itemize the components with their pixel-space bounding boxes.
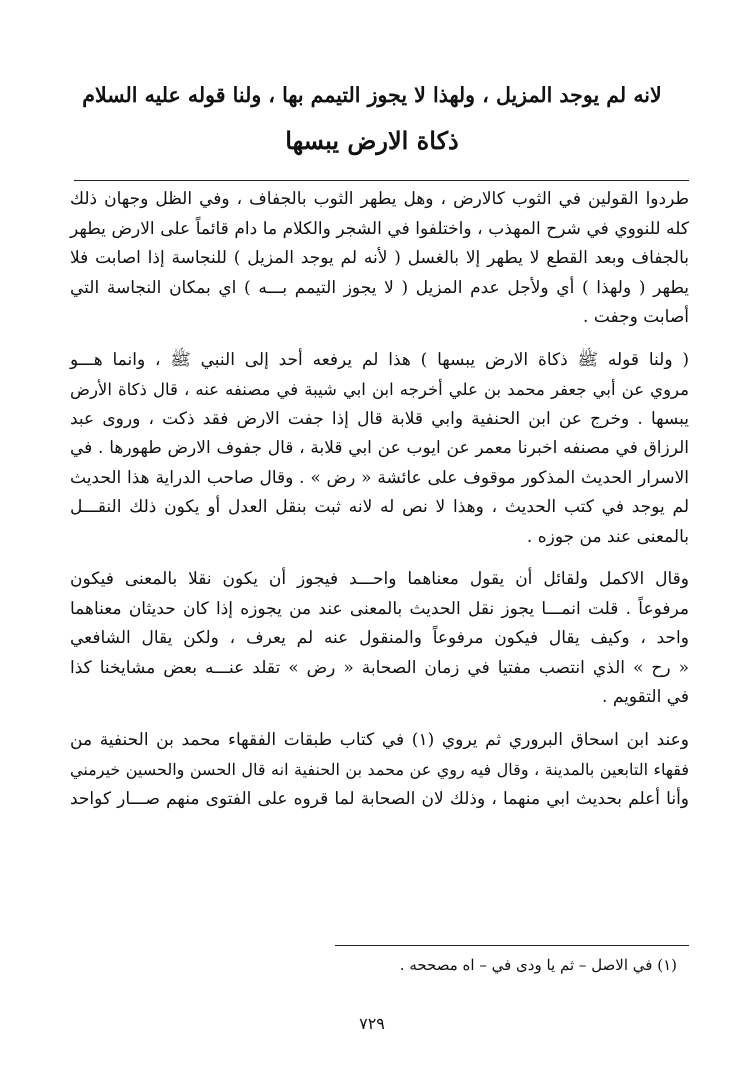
- text-line: يطهر ( ولهذا ) أي ولأجل عدم المزيل ( لا يجوز التيمم بـــه ) اي بمكان النجاسة التي: [70, 277, 689, 298]
- text-line: فقهاء التابعين بالمدينة ، وقال فيه روي عن محمد بن الحنفية انه قال الحسن والحسين خيرمني: [70, 760, 689, 779]
- text-line: وقال الاكمل ولقائل أن يقول معناهما واحـــد فيجوز أن يكون نقلا بالمعنى فيكون: [70, 569, 689, 589]
- text-line: بالجفاف وبعد القطع لا يطهر إلا بالغسل ( لأنه لم يوجد المزيل ) للنجاسة إذا اصابت فلا: [70, 248, 689, 268]
- text-line: بالمعنى عند من جوزه .: [526, 526, 689, 547]
- page-number: ٧٢٩: [359, 1014, 385, 1033]
- header-line-1: لانه لم يوجد المزيل ، ولهذا لا يجوز التيمم بها ، ولنا قوله عليه السلام: [82, 83, 662, 107]
- text-line: وأنا أعلم بحديث ابي منهما ، وذلك لان الصحابة لما قروه على الفتوى منهم صـــار كواحد: [70, 788, 689, 809]
- footnote-divider: [335, 945, 689, 946]
- paragraph-2: [70, 346, 689, 553]
- paragraph-1: [70, 185, 689, 333]
- footnote: (١) في الاصل – ثم يا ودى في – اه مصححه .: [399, 956, 677, 974]
- header-divider: [74, 180, 689, 181]
- text-line: الاسرار الحديث المذكور موقوف على عائشة « رض » . وقال صاحب الدراية هذا الحديث: [70, 467, 689, 488]
- text-line: كله للنووي في شرح المهذب ، واختلفوا في الشجر والكلام ما دام قائماً على الارض يطهر: [70, 218, 689, 239]
- paragraph-3: [70, 565, 689, 713]
- text-line: وعند ابن اسحاق البروري ثم يروي (١) في كتاب طبقات الفقهاء محمد بن الحنفية من: [70, 729, 689, 750]
- text-line: لم يوجد في كتب الحديث ، وهذا لا نص له لانه ثبت بنقل العدل أو يكون ذلك النقـــل: [70, 497, 689, 517]
- text-line: « رح » الذي انتصب مفتيا في زمان الصحابة « رض » تقلد عنـــه بعض مشايخنا كذا: [70, 657, 689, 678]
- header-line-2: ذكاة الارض يبسها: [285, 126, 459, 155]
- text-line: في التقويم .: [602, 687, 689, 707]
- paragraph-4: [70, 726, 689, 815]
- text-line: الرزاق في مصنفه اخبرنا معمر عن ايوب عن ابي قلابة ، قال جفوف الارض طهورها . في: [70, 438, 689, 458]
- text-line: واحد ، وكيف يقال فيكون مرفوعاً والمنقول عنه لم يعرف ، ولكن يقال الشافعي: [70, 628, 689, 648]
- body-text: [70, 185, 689, 814]
- page-header: [80, 72, 664, 164]
- text-line: طردوا القولين في الثوب كالارض ، وهل يطهر الثوب بالجفاف ، وفي الظل وجهان ذلك: [70, 189, 689, 209]
- text-line: ( ولنا قوله ﷺ ذكاة الارض يبسها ) هذا لم يرفعه أحد إلى النبي ﷺ ، وانما هـــو: [70, 349, 689, 370]
- text-line: مروي عن أبي جعفر محمد بن علي أخرجه ابن ابي شيبة في مصنفه عنه ، قال ذكاة الأرض: [70, 380, 689, 399]
- text-line: أصابت وجفت .: [583, 307, 689, 327]
- text-line: مرفوعاً . قلت انمـــا يجوز نقل الحديث بالمعنى عند من يجوزه إذا كان حديثان معناهما: [70, 598, 689, 619]
- text-line: يبسها . وخرج عن ابن الحنفية وابي قلابة قال إذا جفت الارض فقد ذكت ، وروى عبد: [70, 408, 689, 429]
